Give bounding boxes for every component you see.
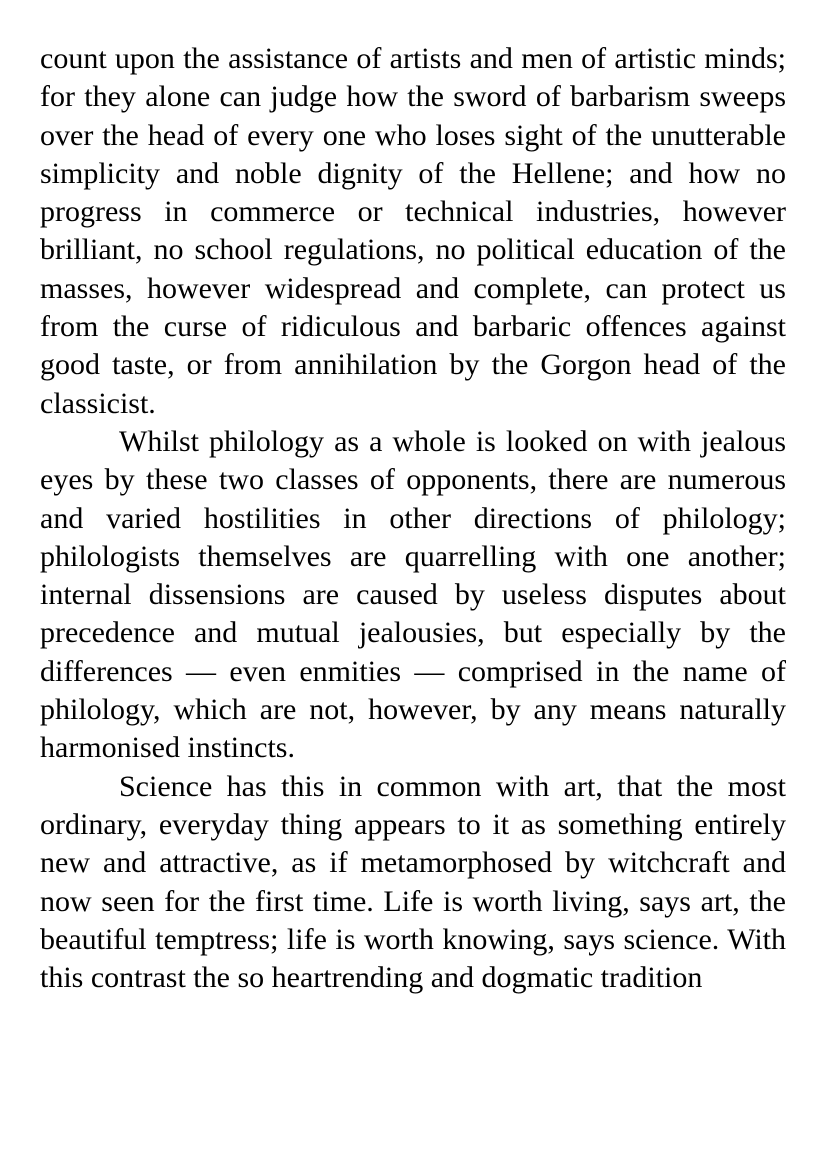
paragraph-science-and-art: Science has this in common with art, that the most ordinary, everyday thing appears to it as something entirely new and attractive, as if metamorphosed by witchcraft and now seen for the first time. Life is worth living, says art, the beautiful temptress; life is worth knowing, says science. With this contrast the so heartrending and dogmatic tradition [40,769,786,995]
paragraph-continuation: count upon the assistance of artists and men of artistic minds; for they alone can judge how the sword of barbarism sweeps over the head of every one who loses sight of the unutterable simplicity and noble dignity of the Hellene; and how no progress in commerce or technical industries, however brilliant, no school regulations, no political education of the masses, however widespread and complete, can protect us from the curse of ridiculous and barbaric offences against good taste, or from annihilation by the Gorgon head of the classicist. [40,42,786,420]
paragraph-philology-hostilities: Whilst philology as a whole is looked on with jealous eyes by these two classes of opponents, there are numerous and varied hostilities in other directions of philology; philologists themselves are quarrelling with one another; internal dissensions are caused by useless disputes about precedence and mutual jealousies, but especially by the differences — even enmities — comprised in the name of philology, which are not, however, by any means naturally harmonised instincts. [40,424,786,765]
body-text [40,40,786,997]
